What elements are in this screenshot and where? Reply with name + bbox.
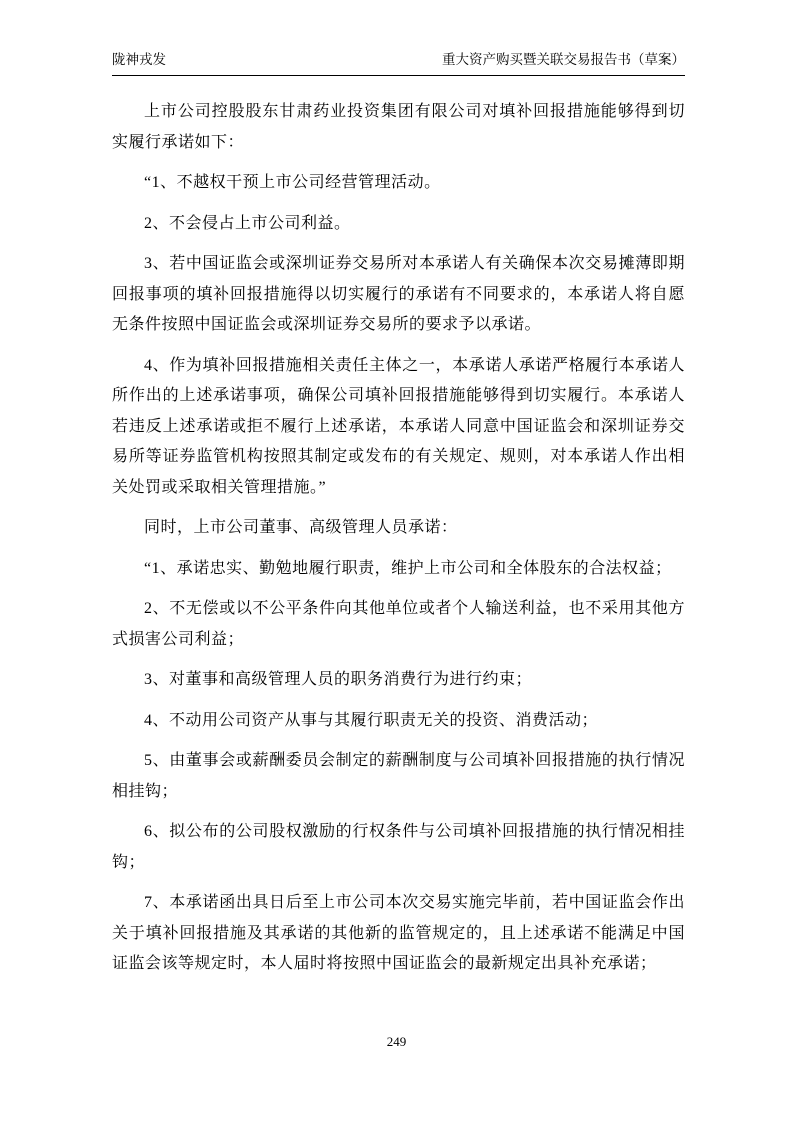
paragraph: 3、若中国证监会或深圳证券交易所对本承诺人有关确保本次交易摊薄即期回报事项的填补回报措施得以切实履行的承诺有不同要求的，本承诺人将自愿无条件按照中国证监会或深圳证券交易所的要求予以承诺。: [112, 255, 685, 333]
paragraph: 2、不会侵占上市公司利益。: [144, 214, 351, 232]
paragraph: “1、承诺忠实、勤勉地履行职责，维护上市公司和全体股东的合法权益；: [144, 559, 672, 577]
document-body: [112, 97, 685, 990]
header-report-title: 重大资产购买暨关联交易报告书（草案）: [442, 52, 685, 67]
header-company-name: 陇神戎发: [112, 52, 166, 67]
paragraph: 5、由董事会或薪酬委员会制定的薪酬制度与公司填补回报措施的执行情况相挂钩；: [112, 752, 685, 800]
paragraph: 7、本承诺函出具日后至上市公司本次交易实施完毕前，若中国证监会作出关于填补回报措施及其承诺的其他新的监管规定的，且上述承诺不能满足中国证监会该等规定时，本人届时将按照中国证监会的最新规定出具补充承诺；: [112, 894, 685, 972]
paragraph: 同时，上市公司董事、高级管理人员承诺：: [144, 519, 458, 536]
page-header: [112, 51, 685, 76]
paragraph: 4、作为填补回报措施相关责任主体之一，本承诺人承诺严格履行本承诺人所作出的上述承诺事项，确保公司填补回报措施能够得到切实履行。本承诺人若违反上述承诺或拒不履行上述承诺，本承诺人同意中国证监会和深圳证券交易所等证券监管机构按照其制定或发布的有关规定、规则，对本承诺人作出相关处罚或采取相关管理措施。”: [112, 356, 685, 496]
paragraph: “1、不越权干预上市公司经营管理活动。: [144, 174, 441, 191]
paragraph: 4、不动用公司资产从事与其履行职责无关的投资、消费活动；: [144, 711, 599, 729]
paragraph: 6、拟公布的公司股权激励的行权条件与公司填补回报措施的执行情况相挂钩；: [112, 823, 685, 871]
paragraph: 2、不无偿或以不公平条件向其他单位或者个人输送利益，也不采用其他方式损害公司利益；: [112, 600, 685, 648]
page-footer: [0, 1034, 793, 1050]
paragraph: 上市公司控股股东甘肃药业投资集团有限公司对填补回报措施能够得到切实履行承诺如下：: [112, 103, 685, 151]
page-number: 249: [386, 1034, 407, 1049]
paragraph: 3、对董事和高级管理人员的职务消费行为进行约束；: [144, 671, 533, 688]
